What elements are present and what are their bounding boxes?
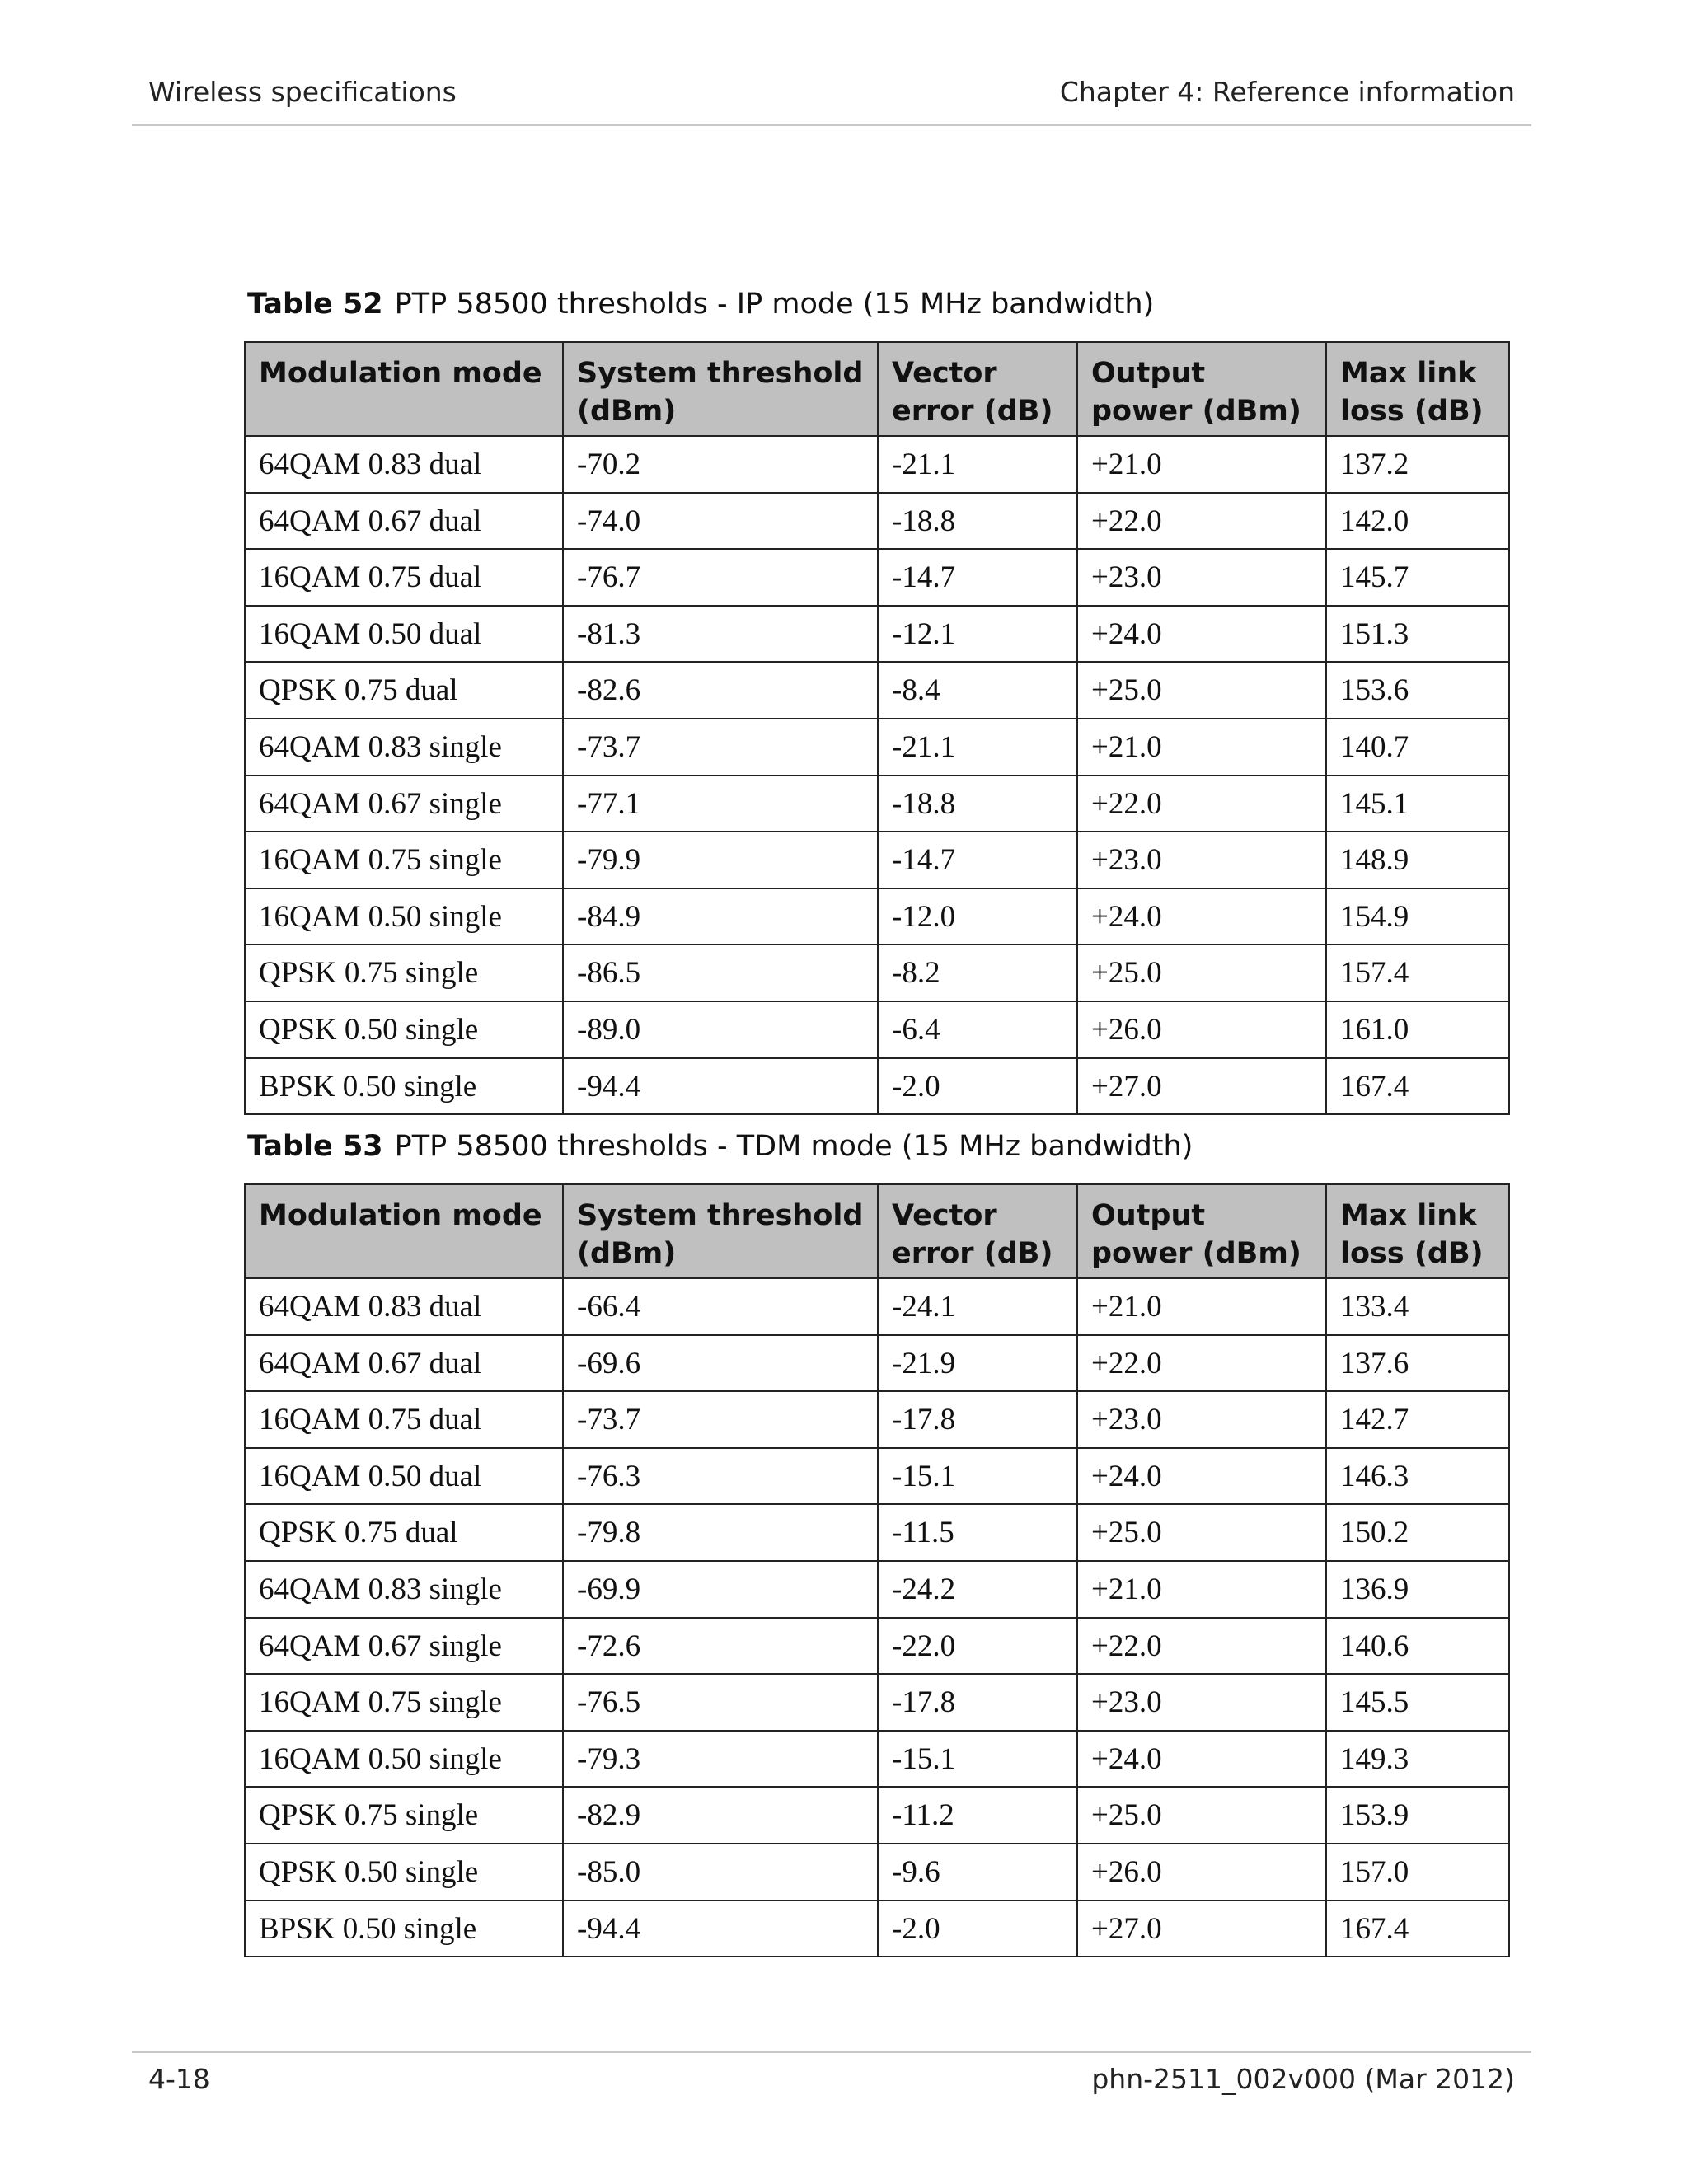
table-cell: -79.3 [563, 1731, 878, 1788]
table-cell: -72.6 [563, 1618, 878, 1675]
page-header [148, 76, 1515, 109]
table-cell: 64QAM 0.67 single [245, 776, 563, 832]
table-cell: +21.0 [1077, 1278, 1326, 1335]
table-row [245, 944, 1509, 1001]
thresholds-table-tdm-mode [244, 1183, 1510, 1957]
table-cell: -69.9 [563, 1561, 878, 1618]
table-cell: QPSK 0.50 single [245, 1001, 563, 1058]
table-cell: -86.5 [563, 944, 878, 1001]
table-header-row [245, 342, 1509, 436]
column-header: System threshold (dBm) [563, 1184, 878, 1278]
table-cell: -70.2 [563, 436, 878, 493]
table-cell: -24.2 [878, 1561, 1077, 1618]
table-row [245, 888, 1509, 945]
table-cell: -6.4 [878, 1001, 1077, 1058]
table-cell: -84.9 [563, 888, 878, 945]
page-footer [148, 2063, 1515, 2096]
table-cell: -21.1 [878, 436, 1077, 493]
table-cell: -66.4 [563, 1278, 878, 1335]
table-row [245, 1618, 1509, 1675]
table-cell: +27.0 [1077, 1900, 1326, 1957]
table-cell: 16QAM 0.75 single [245, 832, 563, 888]
table-cell: QPSK 0.75 dual [245, 662, 563, 719]
table-cell: 16QAM 0.50 single [245, 888, 563, 945]
table-cell: 167.4 [1326, 1900, 1509, 1957]
table-row [245, 1561, 1509, 1618]
table-cell: 149.3 [1326, 1731, 1509, 1788]
table-row [245, 719, 1509, 776]
table-row [245, 1335, 1509, 1392]
table-row [245, 662, 1509, 719]
table-cell: 64QAM 0.67 single [245, 1618, 563, 1675]
table-cell: 137.2 [1326, 436, 1509, 493]
table-row [245, 436, 1509, 493]
table-row [245, 1731, 1509, 1788]
table-row [245, 1278, 1509, 1335]
table-cell: 142.7 [1326, 1391, 1509, 1448]
column-header: Vector error (dB) [878, 1184, 1077, 1278]
table-cell: +23.0 [1077, 549, 1326, 606]
table-row [245, 549, 1509, 606]
table-cell: -79.8 [563, 1504, 878, 1561]
table-row [245, 1674, 1509, 1731]
header-divider [132, 124, 1531, 126]
table-cell: +22.0 [1077, 493, 1326, 550]
table-cell: +24.0 [1077, 1448, 1326, 1505]
table-cell: -21.1 [878, 719, 1077, 776]
table-52-title: PTP 58500 thresholds - IP mode (15 MHz bandwidth) [394, 288, 1155, 321]
table-cell: 16QAM 0.75 dual [245, 1391, 563, 1448]
table-cell: +25.0 [1077, 1504, 1326, 1561]
header-section-title: Wireless specifications [148, 76, 457, 108]
table-cell: 137.6 [1326, 1335, 1509, 1392]
table-cell: +23.0 [1077, 1391, 1326, 1448]
table-cell: +24.0 [1077, 606, 1326, 663]
table-cell: -94.4 [563, 1058, 878, 1115]
table-cell: +21.0 [1077, 436, 1326, 493]
table-row [245, 832, 1509, 888]
table-cell: -22.0 [878, 1618, 1077, 1675]
table-cell: -82.9 [563, 1787, 878, 1844]
table-cell: -76.5 [563, 1674, 878, 1731]
table-row [245, 776, 1509, 832]
column-header: Max link loss (dB) [1326, 342, 1509, 436]
column-header: Modulation mode [245, 342, 563, 436]
table-cell: -15.1 [878, 1448, 1077, 1505]
table-row [245, 606, 1509, 663]
table-cell: -14.7 [878, 832, 1077, 888]
table-cell: 64QAM 0.67 dual [245, 493, 563, 550]
table-cell: QPSK 0.75 dual [245, 1504, 563, 1561]
table-cell: 16QAM 0.75 single [245, 1674, 563, 1731]
column-header: Max link loss (dB) [1326, 1184, 1509, 1278]
table-cell: 153.6 [1326, 662, 1509, 719]
table-cell: -21.9 [878, 1335, 1077, 1392]
table-cell: 148.9 [1326, 832, 1509, 888]
table-cell: -73.7 [563, 719, 878, 776]
table-cell: 16QAM 0.75 dual [245, 549, 563, 606]
table-cell: 140.7 [1326, 719, 1509, 776]
table-cell: 157.0 [1326, 1844, 1509, 1900]
table-cell: +24.0 [1077, 888, 1326, 945]
table-cell: -74.0 [563, 493, 878, 550]
table-cell: -2.0 [878, 1900, 1077, 1957]
table-cell: 64QAM 0.83 single [245, 1561, 563, 1618]
table-row [245, 1900, 1509, 1957]
table-cell: 136.9 [1326, 1561, 1509, 1618]
table-cell: -94.4 [563, 1900, 878, 1957]
table-cell: +21.0 [1077, 1561, 1326, 1618]
table-cell: 142.0 [1326, 493, 1509, 550]
table-cell: +23.0 [1077, 832, 1326, 888]
table-cell: +22.0 [1077, 1618, 1326, 1675]
table-cell: 64QAM 0.67 dual [245, 1335, 563, 1392]
header-chapter-title: Chapter 4: Reference information [1059, 76, 1515, 108]
table-cell: +27.0 [1077, 1058, 1326, 1115]
table-53-title: PTP 58500 thresholds - TDM mode (15 MHz bandwidth) [394, 1130, 1193, 1163]
table-cell: 150.2 [1326, 1504, 1509, 1561]
table-cell: -8.4 [878, 662, 1077, 719]
table-cell: -17.8 [878, 1391, 1077, 1448]
table-cell: -79.9 [563, 832, 878, 888]
table-cell: +24.0 [1077, 1731, 1326, 1788]
table-cell: QPSK 0.75 single [245, 944, 563, 1001]
table-cell: 133.4 [1326, 1278, 1509, 1335]
table-cell: -76.7 [563, 549, 878, 606]
table-cell: 146.3 [1326, 1448, 1509, 1505]
table-row [245, 1001, 1509, 1058]
table-cell: -15.1 [878, 1731, 1077, 1788]
table-cell: -24.1 [878, 1278, 1077, 1335]
table-cell: 161.0 [1326, 1001, 1509, 1058]
table-cell: -14.7 [878, 549, 1077, 606]
thresholds-table-ip-mode [244, 341, 1510, 1115]
table-cell: +23.0 [1077, 1674, 1326, 1731]
table-cell: -85.0 [563, 1844, 878, 1900]
table-cell: -81.3 [563, 606, 878, 663]
table-cell: -18.8 [878, 776, 1077, 832]
table-cell: 154.9 [1326, 888, 1509, 945]
table-cell: 64QAM 0.83 single [245, 719, 563, 776]
table-cell: 145.7 [1326, 549, 1509, 606]
table-row [245, 1504, 1509, 1561]
table-cell: -2.0 [878, 1058, 1077, 1115]
table-cell: +25.0 [1077, 944, 1326, 1001]
table-cell: -82.6 [563, 662, 878, 719]
table-cell: +21.0 [1077, 719, 1326, 776]
table-cell: +26.0 [1077, 1001, 1326, 1058]
table-cell: 167.4 [1326, 1058, 1509, 1115]
table-cell: QPSK 0.75 single [245, 1787, 563, 1844]
table-cell: 145.1 [1326, 776, 1509, 832]
table-53-caption [247, 1130, 1193, 1163]
table-cell: 153.9 [1326, 1787, 1509, 1844]
table-cell: -9.6 [878, 1844, 1077, 1900]
table-cell: -89.0 [563, 1001, 878, 1058]
table-cell: BPSK 0.50 single [245, 1058, 563, 1115]
table-row [245, 1448, 1509, 1505]
footer-divider [132, 2051, 1531, 2053]
table-cell: 16QAM 0.50 dual [245, 606, 563, 663]
table-row [245, 1787, 1509, 1844]
table-cell: -11.2 [878, 1787, 1077, 1844]
table-row [245, 493, 1509, 550]
table-cell: -8.2 [878, 944, 1077, 1001]
table-cell: 64QAM 0.83 dual [245, 1278, 563, 1335]
table-cell: +26.0 [1077, 1844, 1326, 1900]
table-cell: +25.0 [1077, 662, 1326, 719]
page-number: 4-18 [148, 2063, 210, 2095]
table-cell: 16QAM 0.50 single [245, 1731, 563, 1788]
table-cell: -12.1 [878, 606, 1077, 663]
table-row [245, 1391, 1509, 1448]
table-cell: -69.6 [563, 1335, 878, 1392]
table-cell: -11.5 [878, 1504, 1077, 1561]
table-cell: 16QAM 0.50 dual [245, 1448, 563, 1505]
column-header: Modulation mode [245, 1184, 563, 1278]
table-cell: -77.1 [563, 776, 878, 832]
table-52-caption [247, 288, 1154, 321]
table-cell: -12.0 [878, 888, 1077, 945]
column-header: Output power (dBm) [1077, 1184, 1326, 1278]
table-cell: 151.3 [1326, 606, 1509, 663]
table-cell: 64QAM 0.83 dual [245, 436, 563, 493]
table-row [245, 1058, 1509, 1115]
table-cell: +25.0 [1077, 1787, 1326, 1844]
column-header: Output power (dBm) [1077, 342, 1326, 436]
table-cell: +22.0 [1077, 776, 1326, 832]
document-id: phn-2511_002v000 (Mar 2012) [1091, 2063, 1515, 2095]
table-header-row [245, 1184, 1509, 1278]
table-row [245, 1844, 1509, 1900]
table-cell: -76.3 [563, 1448, 878, 1505]
table-cell: QPSK 0.50 single [245, 1844, 563, 1900]
table-cell: 140.6 [1326, 1618, 1509, 1675]
column-header: Vector error (dB) [878, 342, 1077, 436]
table-cell: BPSK 0.50 single [245, 1900, 563, 1957]
table-cell: -73.7 [563, 1391, 878, 1448]
table-cell: 145.5 [1326, 1674, 1509, 1731]
column-header: System threshold (dBm) [563, 342, 878, 436]
table-cell: +22.0 [1077, 1335, 1326, 1392]
table-52-number: Table 52 [247, 288, 383, 321]
table-cell: 157.4 [1326, 944, 1509, 1001]
table-53-number: Table 53 [247, 1130, 383, 1163]
table-cell: -18.8 [878, 493, 1077, 550]
table-cell: -17.8 [878, 1674, 1077, 1731]
